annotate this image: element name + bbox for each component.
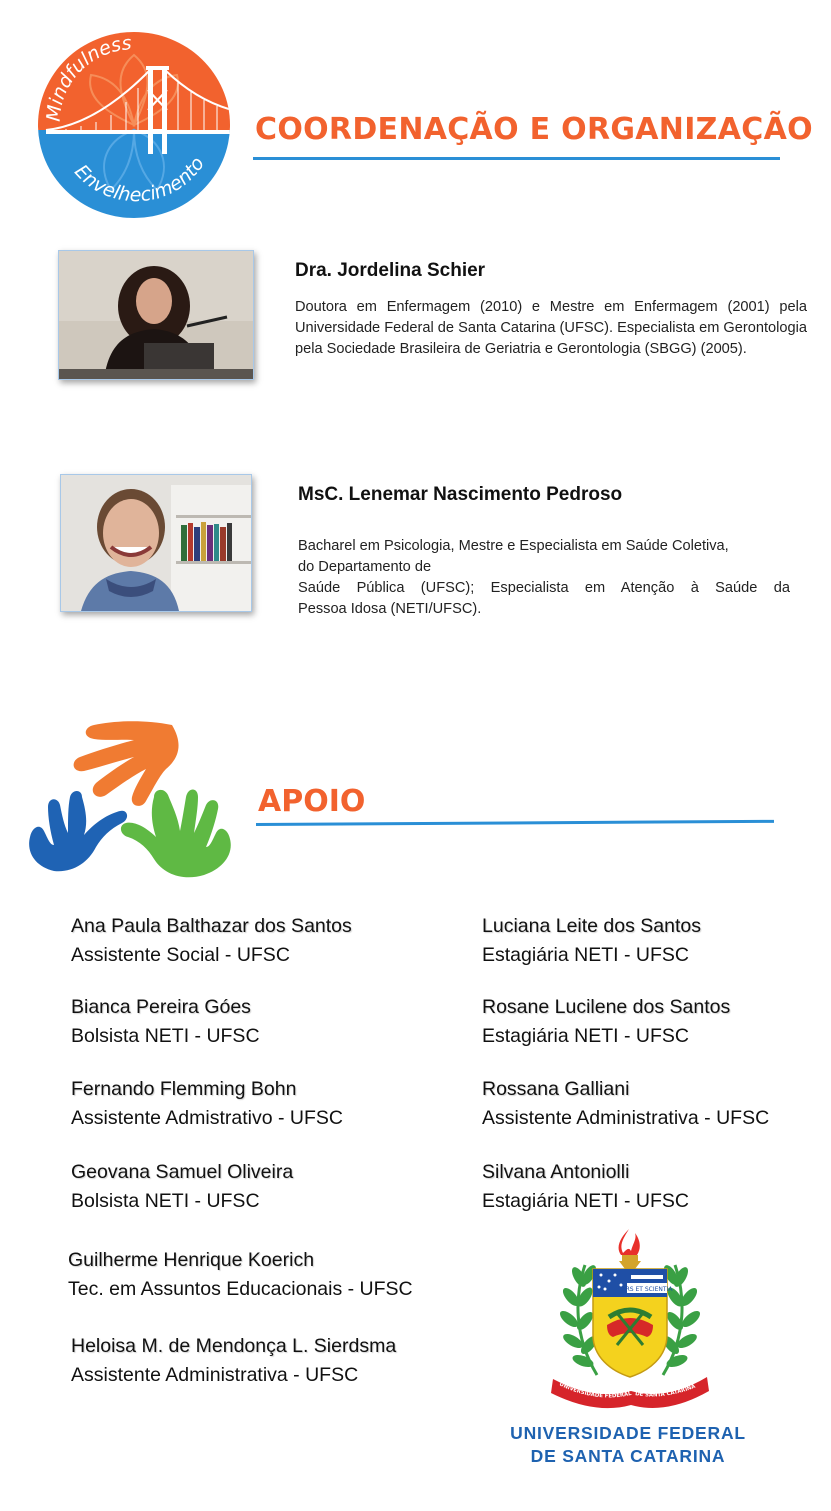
person-photo-lenemar [60, 474, 252, 612]
member-role: Estagiária NETI - UFSC [482, 944, 689, 966]
member-role: Assistente Social - UFSC [71, 944, 290, 966]
member-role: Assistente Administrativa - UFSC [482, 1107, 770, 1129]
ufsc-crest [545, 1225, 715, 1423]
mindfulness-logo [36, 30, 232, 220]
logo-arc-top-text: Mindfulness [42, 32, 133, 123]
member-name: Bianca Pereira Góes [71, 996, 251, 1018]
coordination-title: COORDENAÇÃO E ORGANIZAÇÃO [255, 112, 813, 147]
support-title: APOIO [258, 784, 366, 819]
person-description-lenemar [298, 536, 790, 620]
member-name: Ana Paula Balthazar dos Santos [71, 915, 352, 937]
member-name: Fernando Flemming Bohn [71, 1078, 297, 1100]
support-member [71, 912, 352, 970]
description-line: Pessoa Idosa (NETI/UFSC). [298, 601, 482, 617]
logo-arc-bottom-text: Envelhecimento [70, 153, 209, 207]
description-line: Bacharel em Psicologia, Mestre e Especialista em Saúde Coletiva, [298, 538, 729, 554]
ribbon-left-text: UNIVERSIDADE FEDERAL [558, 1381, 633, 1400]
member-role: Assistente Admistrativo - UFSC [71, 1107, 343, 1129]
person-name-lenemar: MsC. Lenemar Nascimento Pedroso [298, 484, 623, 505]
ufsc-name-line2: DE SANTA CATARINA [530, 1446, 726, 1466]
person-name-jordelina: Dra. Jordelina Schier [295, 260, 486, 281]
member-name: Rossana Galliani [482, 1078, 630, 1100]
description-line: do Departamento de [298, 559, 432, 575]
bridge-circle-logo-icon [36, 30, 232, 220]
support-member [71, 1332, 396, 1390]
person-description-jordelina: Doutora em Enfermagem (2010) e Mestre em Enfermagem (2001) pela Universidade Federal de Santa Catarina (UFSC). Especialista em Gerontologia pela Sociedade Brasileira de Geriatria e Gerontologia (SBGG) (2005). [295, 299, 807, 357]
ufsc-name-line1: UNIVERSIDADE FEDERAL [510, 1423, 746, 1443]
hands-logo-icon [22, 715, 242, 885]
person-photo-jordelina [58, 250, 254, 380]
support-member [71, 993, 260, 1051]
description-line: Saúde Pública (UFSC); Especialista em Atenção à Saúde da [298, 580, 790, 596]
coordination-divider [253, 157, 780, 160]
member-name: Guilherme Henrique Koerich [68, 1249, 315, 1271]
member-role: Bolsista NETI - UFSC [71, 1025, 260, 1047]
support-member [482, 1075, 769, 1133]
member-role: Estagiária NETI - UFSC [482, 1190, 689, 1212]
crest-motto: ARS ET SCIENTIA [621, 1286, 673, 1293]
support-divider [256, 820, 774, 826]
support-member [68, 1246, 413, 1304]
member-name: Silvana Antoniolli [482, 1161, 630, 1183]
support-member [71, 1158, 293, 1216]
member-role: Tec. em Assuntos Educacionais - UFSC [68, 1278, 413, 1300]
ribbon-right-text: DE SANTA CATARINA [634, 1383, 697, 1399]
member-role: Assistente Administrativa - UFSC [71, 1364, 359, 1386]
portrait-photo-icon [59, 251, 253, 379]
support-member [482, 993, 730, 1051]
member-name: Rosane Lucilene dos Santos [482, 996, 731, 1018]
support-member [482, 1158, 689, 1216]
member-role: Estagiária NETI - UFSC [482, 1025, 689, 1047]
ufsc-crest-icon [545, 1225, 715, 1423]
member-name: Geovana Samuel Oliveira [71, 1161, 294, 1183]
support-member [71, 1075, 343, 1133]
member-name: Luciana Leite dos Santos [482, 915, 701, 937]
hands-logo [22, 715, 242, 885]
support-member [482, 912, 701, 970]
portrait-photo-icon [61, 475, 251, 611]
member-role: Bolsista NETI - UFSC [71, 1190, 260, 1212]
member-name: Heloisa M. de Mendonça L. Sierdsma [71, 1335, 397, 1357]
